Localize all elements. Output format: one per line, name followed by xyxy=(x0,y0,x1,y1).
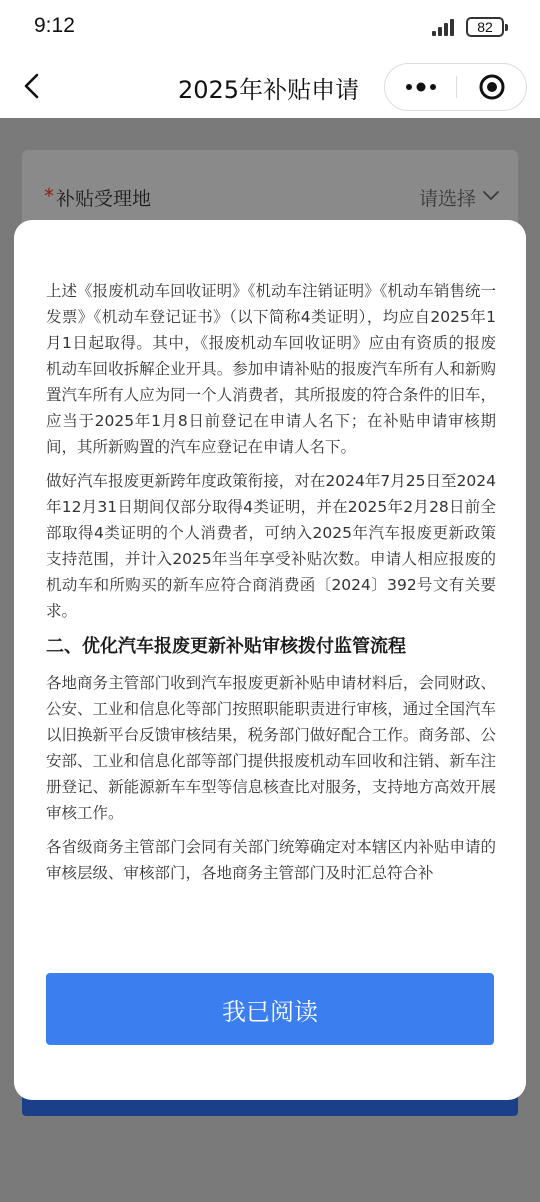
status-time: 9:12 xyxy=(34,14,75,37)
status-bar xyxy=(0,0,540,56)
battery-icon: 82 xyxy=(466,17,504,37)
content-fade xyxy=(14,896,526,936)
notice-paragraph: 各省级商务主管部门会同有关部门统筹确定对本辖区内补贴申请的审核层级、审核部门，各地商务主管部门及时汇总符合补 xyxy=(46,838,496,882)
notice-modal xyxy=(14,220,526,1100)
notice-paragraph: 上述《报废机动车回收证明》《机动车注销证明》《机动车销售统一发票》《机动车登记证书》（以下简称4类证明），均应自2025年1月1日起取得。其中，《报废机动车回收证明》应由有资质的报废机动车回收拆解企业开具。参加申请补贴的报废汽车所有人和新购置汽车所有人应为同一个人消费者，其所报废的符合条件的旧车，应当于2025年1月8日前登记在申请人名下；在补贴申请审核期间，其所新购置的汽车应登记在申请人名下。 xyxy=(46,282,496,456)
notice-paragraph: 做好汽车报废更新跨年度政策衔接，对在2024年7月25日至2024年12月31日期间仅部分取得4类证明，并在2025年2月28日前全部取得4类证明的个人消费者，可纳入2025年汽车报废更新政策支持范围，并计入2025年当年享受补贴次数。申请人相应报废的机动车和所购买的新车应符合商消费函〔2024〕392号文有关要求。 xyxy=(46,472,496,620)
region-label: 补贴受理地 xyxy=(56,188,152,210)
notice-content[interactable] xyxy=(46,278,496,926)
required-mark: * xyxy=(44,184,54,208)
notice-paragraph: 各地商务主管部门收到汽车报废更新补贴申请材料后，会同财政、公安、工业和信息化等部门按照职能职责进行审核，通过全国汽车以旧换新平台反馈审核结果，税务部门做好配合工作。商务部、公安部、工业和信息化部等部门提供报废机动车回收和注销、新车注册登记、新能源新车车型等信息核查比对服务，支持地方高效开展审核工作。 xyxy=(46,674,496,822)
page-title: 2025年补贴申请 xyxy=(178,76,360,104)
chevron-down-icon xyxy=(482,186,500,204)
nav-bar xyxy=(0,56,540,118)
mini-program-capsule xyxy=(384,63,527,111)
chevron-left-icon xyxy=(22,72,42,100)
region-select-value: 请选择 xyxy=(418,188,476,210)
close-mini-program-button[interactable] xyxy=(457,64,527,110)
more-button[interactable] xyxy=(385,64,456,110)
region-select-row[interactable] xyxy=(22,178,518,218)
signal-icon xyxy=(432,18,462,36)
confirm-read-button[interactable]: 我已阅读 xyxy=(46,973,494,1045)
back-button[interactable] xyxy=(14,68,50,104)
more-dots-icon xyxy=(405,82,437,92)
section-title: 二、优化汽车报废更新补贴审核拨付监管流程 xyxy=(46,636,406,657)
target-close-icon xyxy=(478,73,506,101)
